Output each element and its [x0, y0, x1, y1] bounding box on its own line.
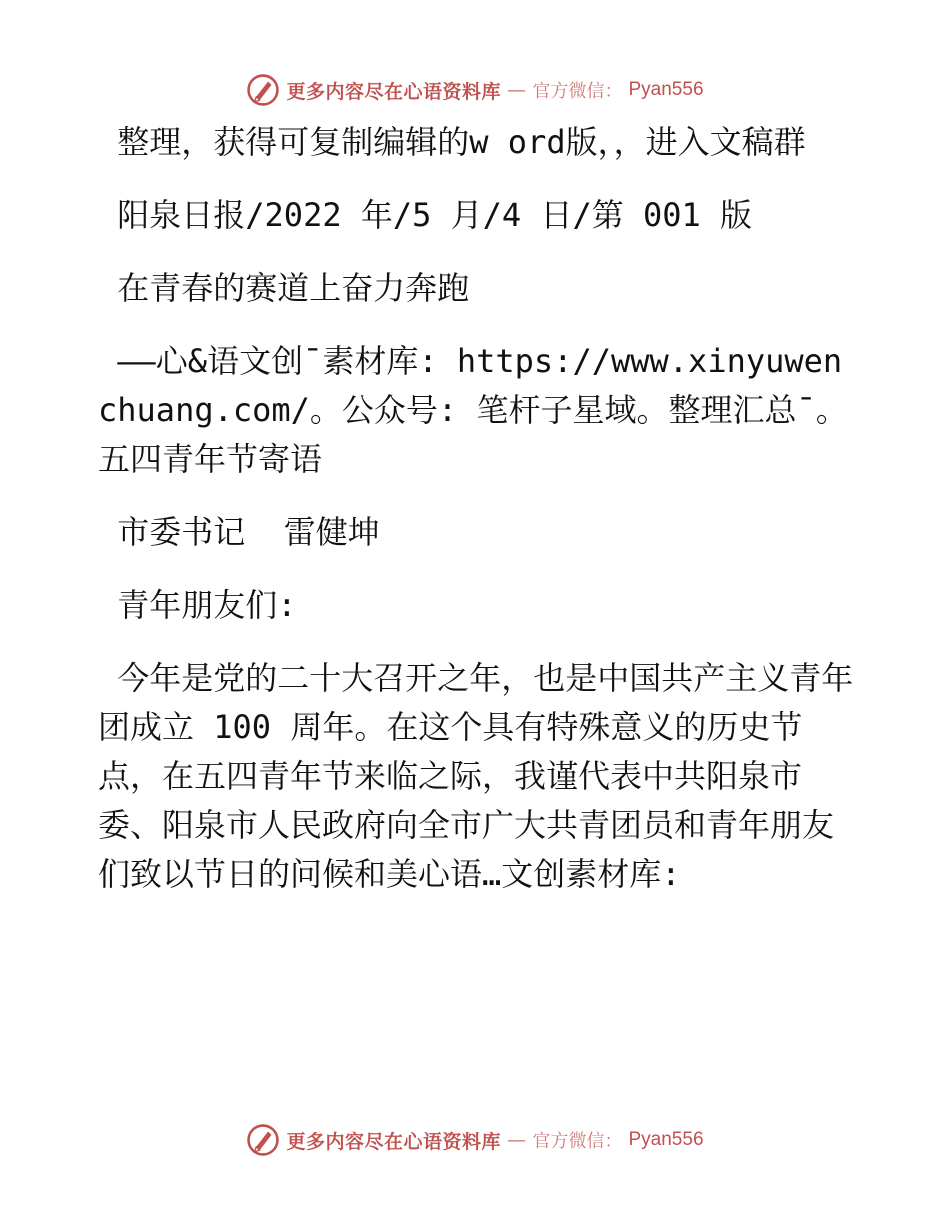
publication-info: 阳泉日报/2022 年/5 月/4 日/第 001 版 [98, 196, 753, 234]
article-title: 在青春的赛道上奋力奔跑 [98, 269, 470, 307]
watermark-text: 更多内容尽在心语资料库 [286, 80, 501, 103]
watermark-wechat-label: 官方微信： [532, 81, 623, 102]
watermark-wechat-id: Pyan556 [628, 79, 704, 100]
footer-watermark [0, 1120, 950, 1160]
body-paragraph: 今年是党的二十大召开之年，也是中国共产主义青年团成立 100 周年。在这个具有特殊意义的历史节点，在五四青年节来临之际，我谨代表中共阳泉市委、阳泉市人民政府向全市广大共青团员和青年朋友们致以节日的问候和美心语…文创素材库: [98, 659, 854, 893]
pen-logo-icon [246, 1123, 280, 1157]
header-watermark [0, 70, 950, 110]
watermark-wechat-id: Pyan556 [628, 1129, 704, 1150]
document-body [98, 118, 858, 923]
watermark-dash: — [507, 79, 527, 101]
salutation: 青年朋友们: [98, 586, 297, 624]
watermark-text: 更多内容尽在心语资料库 [286, 1130, 501, 1153]
watermark-dash: — [507, 1129, 527, 1151]
intro-note: 整理，获得可复制编辑的w ord版，，进入文稿群 [98, 123, 806, 161]
article-subtitle: ——心&语文创¯素材库: https://www.xinyuwenchuang.com/。公众号: 笔杆子星域。整理汇总¯。五四青年节寄语 [98, 342, 848, 478]
pen-logo-icon [246, 73, 280, 107]
author-line: 市委书记 雷健坤 [98, 513, 380, 551]
watermark-wechat-label: 官方微信： [532, 1131, 623, 1152]
